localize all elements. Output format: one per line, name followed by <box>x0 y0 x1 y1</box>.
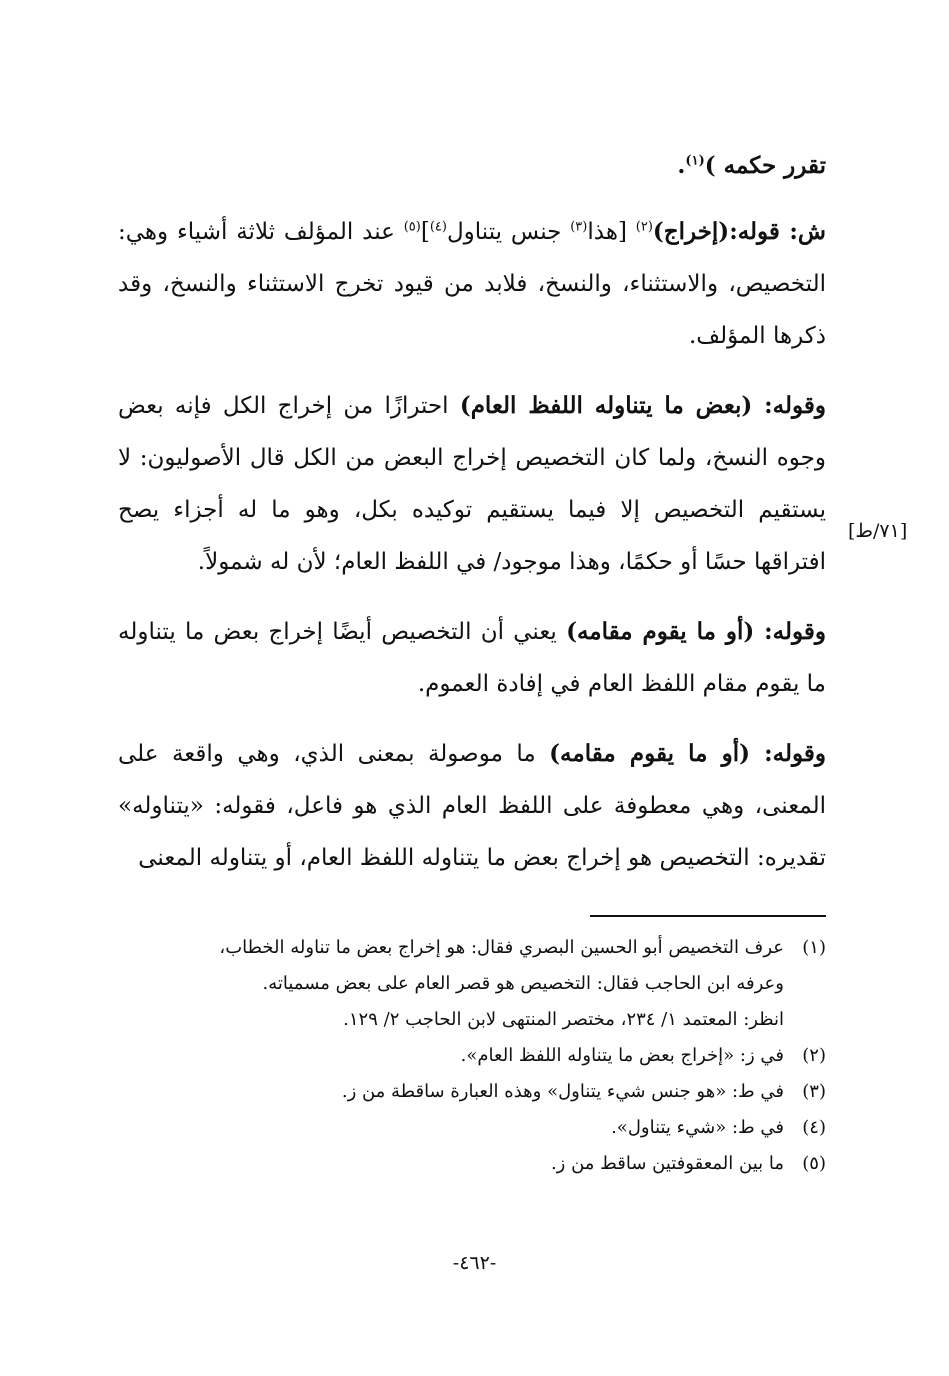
footnote-3: (٣)في ط: «هو جنس شيء يتناول» وهذه العبارة ساقطة من ز. <box>341 1081 826 1102</box>
paragraph-1: تقرر حكمه )$^{(١)}$. <box>677 152 826 179</box>
paragraph-2: ش: قوله:(إخراج)$^{(٢)}$ [هذا$^{(٣)}$ جنس يتناول$^{(٤)}$]$^{(٥)}$ عند المؤلف ثلاثة أشياء وهي: التخصيص، والاستثناء، والنسخ، فلابد من قيود تخرج الاستثناء والنسخ، وقد ذكرها المؤلف. <box>118 218 826 349</box>
footnote-ref-1: (١) <box>685 153 705 169</box>
footnote-ref-4: (٤) <box>429 219 447 235</box>
footnote-2: (٢)في ز: «إخراج بعض ما يتناوله اللفظ العام». <box>460 1045 826 1066</box>
footnote-ref-5: (٥) <box>403 219 421 235</box>
footnote-1-line-2: وعرفه ابن الحاجب فقال: التخصيص هو قصر العام على بعض مسمياته. <box>262 973 784 994</box>
footnotes <box>118 930 826 1182</box>
footnote-ref-3: (٣) <box>570 219 588 235</box>
page-number: -٤٦٢- <box>452 1252 497 1274</box>
footnote-separator <box>590 915 826 917</box>
footnote-ref-2: (٢) <box>635 219 653 235</box>
footnote-1-line-3: انظر: المعتمد ١/ ٢٣٤، مختصر المنتهى لابن الحاجب ٢/ ١٢٩. <box>343 1009 784 1030</box>
paragraph-3: وقوله: (بعض ما يتناوله اللفظ العام) احترازًا من إخراج الكل فإنه بعض وجوه النسخ، ولما كان التخصيص إخراج البعض من الكل قال الأصوليون: لا يستقيم التخصيص إلا فيما يستقيم توكيده بكل، وهو ما له أجزاء يصح افتراقها حسًا أو حكمًا، وهذا موجود/ في اللفظ العام؛ لأن له شمولاً. <box>118 392 826 575</box>
margin-page-reference: [٧١/ط] <box>848 520 908 542</box>
paragraph-4: وقوله: (أو ما يقوم مقامه) يعني أن التخصيص أيضًا إخراج بعض ما يتناوله ما يقوم مقام اللفظ العام في إفادة العموم. <box>118 618 826 697</box>
footnote-1: (١)عرف التخصيص أبو الحسين البصري فقال: هو إخراج بعض ما تناوله الخطاب، <box>219 937 826 958</box>
footnote-5: (٥)ما بين المعقوفتين ساقط من ز. <box>550 1153 826 1174</box>
main-text <box>118 140 826 902</box>
footnote-4: (٤)في ط: «شيء يتناول». <box>611 1117 826 1138</box>
paragraph-5: وقوله: (أو ما يقوم مقامه) ما موصولة بمعنى الذي، وهي واقعة على المعنى، وهي معطوفة على اللفظ العام الذي هو فاعل، فقوله: «يتناوله» تقديره: التخصيص هو إخراج بعض ما يتناوله اللفظ العام، أو يتناوله المعنى <box>118 740 826 871</box>
